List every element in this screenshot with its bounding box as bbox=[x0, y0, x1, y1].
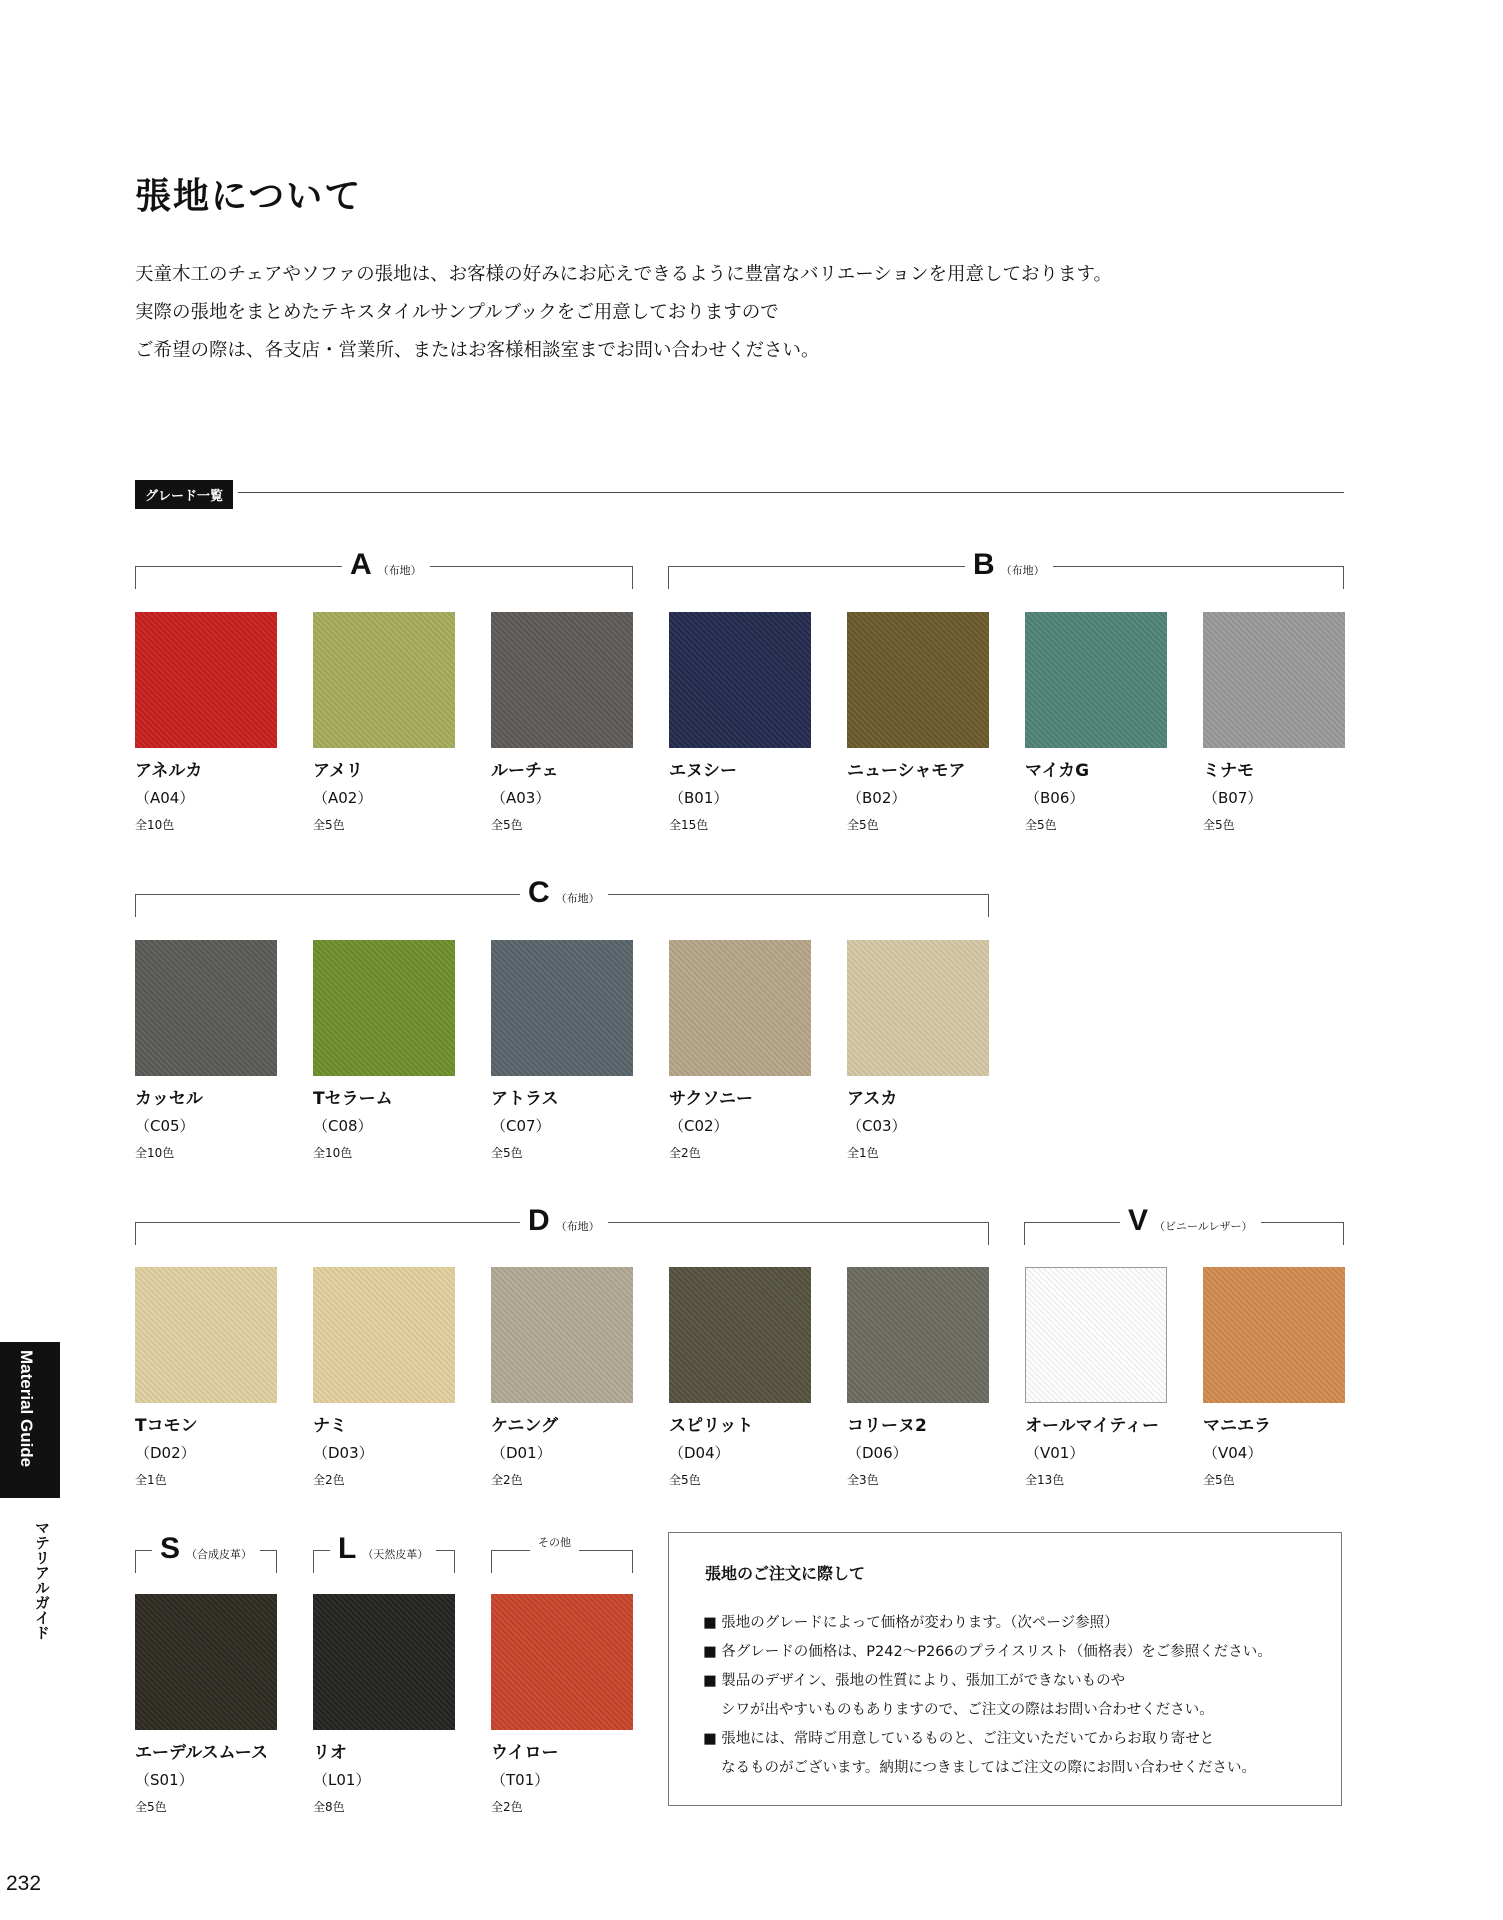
fabric-color-count: 全10色 bbox=[135, 1146, 175, 1160]
fabric-color-count: 全15色 bbox=[669, 818, 709, 832]
fabric-code: （C05） bbox=[135, 1117, 195, 1135]
fabric-name: アトラス bbox=[491, 1089, 559, 1109]
fabric-name: アスカ bbox=[847, 1089, 898, 1109]
fabric-name: マイカG bbox=[1025, 761, 1090, 781]
fabric-color-count: 全5色 bbox=[1203, 818, 1235, 832]
fabric-card bbox=[669, 612, 811, 833]
fabric-code: （D02） bbox=[135, 1444, 196, 1462]
fabric-name: アメリ bbox=[313, 761, 363, 781]
group-label-other bbox=[530, 1536, 579, 1556]
fabric-swatch bbox=[1025, 612, 1167, 748]
fabric-name: アネルカ bbox=[135, 761, 203, 781]
fabric-name: スピリット bbox=[669, 1416, 754, 1436]
fabric-color-count: 全2色 bbox=[669, 1146, 701, 1160]
fabric-name: エーデルスムース bbox=[135, 1743, 268, 1763]
fabric-swatch bbox=[669, 940, 811, 1076]
group-letter: C bbox=[528, 876, 550, 909]
fabric-color-count: 全5色 bbox=[313, 818, 345, 832]
fabric-color-count: 全5色 bbox=[669, 1473, 701, 1487]
fabric-color-count: 全5色 bbox=[1203, 1473, 1235, 1487]
notes-item: ■ 各グレードの価格は、P242〜P266のプライスリスト（価格表）をご参照ください。 bbox=[703, 1644, 1272, 1660]
fabric-code: （S01） bbox=[135, 1771, 194, 1789]
fabric-code: （D06） bbox=[847, 1444, 908, 1462]
notes-item: ■ 製品のデザイン、張地の性質により、張加工ができないものや bbox=[703, 1673, 1126, 1689]
fabric-swatch bbox=[135, 940, 277, 1076]
fabric-card bbox=[1025, 1267, 1167, 1488]
section-tab bbox=[0, 1342, 60, 1498]
section-tab-label: Material Guide bbox=[17, 1350, 36, 1468]
fabric-card bbox=[135, 1594, 277, 1815]
fabric-swatch bbox=[491, 612, 633, 748]
fabric-color-count: 全5色 bbox=[491, 1146, 523, 1160]
fabric-code: （B02） bbox=[847, 789, 907, 807]
fabric-name: ナミ bbox=[313, 1416, 347, 1436]
fabric-swatch bbox=[135, 1594, 277, 1730]
group-label-b bbox=[965, 548, 1053, 582]
group-letter: D bbox=[528, 1204, 550, 1237]
notes-list bbox=[703, 1609, 1272, 1783]
section-label-jp: マテリアルガイド bbox=[33, 1520, 51, 1640]
fabric-card bbox=[313, 940, 455, 1161]
fabric-name: コリーヌ2 bbox=[847, 1416, 927, 1436]
fabric-color-count: 全5色 bbox=[1025, 818, 1057, 832]
group-label-d bbox=[520, 1204, 608, 1238]
fabric-name: マニエラ bbox=[1203, 1416, 1271, 1436]
group-sub: （布地） bbox=[1000, 564, 1045, 577]
grade-list-label: グレード一覧 bbox=[135, 480, 233, 509]
fabric-card bbox=[669, 940, 811, 1161]
page-title: 張地について bbox=[135, 176, 363, 217]
group-sub: （ビニールレザー） bbox=[1154, 1220, 1253, 1233]
group-sub: （布地） bbox=[555, 892, 600, 905]
fabric-card bbox=[135, 940, 277, 1161]
notes-item: シワが出やすいものもありますので、ご注文の際はお問い合わせください。 bbox=[721, 1702, 1214, 1718]
fabric-color-count: 全5色 bbox=[491, 818, 523, 832]
fabric-name: ニューシャモア bbox=[847, 761, 966, 781]
intro-line: 天童木工のチェアやソファの張地は、お客様の好みにお応えできるように豊富なバリエーションを用意しております。 bbox=[135, 264, 1112, 285]
fabric-code: （D04） bbox=[669, 1444, 730, 1462]
notes-item: なるものがございます。納期につきましてはご注文の際にお問い合わせください。 bbox=[721, 1760, 1257, 1776]
fabric-card bbox=[135, 612, 277, 833]
fabric-name: ルーチェ bbox=[491, 761, 559, 781]
fabric-swatch bbox=[1203, 612, 1345, 748]
fabric-code: （B07） bbox=[1203, 789, 1263, 807]
fabric-card bbox=[847, 612, 989, 833]
fabric-card bbox=[491, 1267, 633, 1488]
fabric-name: リオ bbox=[313, 1743, 347, 1763]
intro-line: 実際の張地をまとめたテキスタイルサンプルブックをご用意しておりますので bbox=[135, 302, 779, 323]
fabric-card bbox=[1203, 612, 1345, 833]
group-label-a bbox=[342, 548, 430, 582]
fabric-swatch bbox=[1025, 1267, 1167, 1403]
fabric-code: （C03） bbox=[847, 1117, 907, 1135]
group-letter: V bbox=[1128, 1204, 1149, 1237]
fabric-card bbox=[491, 1594, 633, 1815]
group-sub: （布地） bbox=[377, 564, 422, 577]
fabric-name: エヌシー bbox=[669, 761, 737, 781]
fabric-swatch bbox=[313, 940, 455, 1076]
fabric-card bbox=[669, 1267, 811, 1488]
fabric-name: ケニング bbox=[491, 1416, 558, 1436]
fabric-color-count: 全3色 bbox=[847, 1473, 879, 1487]
fabric-color-count: 全5色 bbox=[847, 818, 879, 832]
fabric-swatch bbox=[313, 612, 455, 748]
fabric-swatch bbox=[669, 612, 811, 748]
divider bbox=[238, 492, 1344, 493]
fabric-code: （B06） bbox=[1025, 789, 1085, 807]
group-letter: S bbox=[160, 1532, 181, 1565]
fabric-swatch bbox=[1203, 1267, 1345, 1403]
page-number: 232 bbox=[6, 1872, 42, 1895]
fabric-code: （A03） bbox=[491, 789, 551, 807]
fabric-code: （L01） bbox=[313, 1771, 371, 1789]
fabric-card bbox=[847, 940, 989, 1161]
fabric-name: カッセル bbox=[135, 1089, 203, 1109]
fabric-color-count: 全10色 bbox=[135, 818, 175, 832]
fabric-code: （V04） bbox=[1203, 1444, 1263, 1462]
group-sub: その他 bbox=[538, 1536, 571, 1549]
fabric-code: （V01） bbox=[1025, 1444, 1085, 1462]
group-label-c bbox=[520, 876, 608, 910]
fabric-code: （T01） bbox=[491, 1771, 550, 1789]
fabric-card bbox=[1203, 1267, 1345, 1488]
fabric-swatch bbox=[669, 1267, 811, 1403]
order-notes-box bbox=[668, 1532, 1342, 1806]
fabric-card bbox=[1025, 612, 1167, 833]
fabric-color-count: 全13色 bbox=[1025, 1473, 1065, 1487]
fabric-color-count: 全8色 bbox=[313, 1800, 345, 1814]
fabric-color-count: 全2色 bbox=[313, 1473, 345, 1487]
fabric-code: （D03） bbox=[313, 1444, 374, 1462]
fabric-name: サクソニー bbox=[669, 1089, 753, 1109]
fabric-name: Tコモン bbox=[135, 1416, 198, 1436]
group-sub: （合成皮革） bbox=[186, 1548, 253, 1561]
fabric-color-count: 全1色 bbox=[135, 1473, 167, 1487]
notes-item: ■ 張地のグレードによって価格が変わります。（次ページ参照） bbox=[703, 1615, 1119, 1631]
fabric-code: （C08） bbox=[313, 1117, 373, 1135]
intro-text bbox=[135, 256, 1112, 370]
fabric-swatch bbox=[847, 940, 989, 1076]
fabric-color-count: 全1色 bbox=[847, 1146, 879, 1160]
fabric-swatch bbox=[491, 1267, 633, 1403]
fabric-card bbox=[847, 1267, 989, 1488]
fabric-code: （A02） bbox=[313, 789, 373, 807]
fabric-swatch bbox=[491, 1594, 633, 1730]
fabric-card bbox=[313, 612, 455, 833]
fabric-swatch bbox=[847, 612, 989, 748]
notes-item: ■ 張地には、常時ご用意しているものと、ご注文いただいてからお取り寄せと bbox=[703, 1731, 1215, 1747]
fabric-swatch bbox=[135, 1267, 277, 1403]
fabric-swatch bbox=[313, 1594, 455, 1730]
group-label-v bbox=[1120, 1204, 1261, 1238]
group-label-l bbox=[330, 1532, 436, 1566]
fabric-card bbox=[491, 612, 633, 833]
fabric-name: ウイロー bbox=[491, 1743, 559, 1763]
fabric-swatch bbox=[135, 612, 277, 748]
notes-heading: 張地のご注文に際して bbox=[705, 1564, 866, 1583]
intro-line: ご希望の際は、各支店・営業所、またはお客様相談室までお問い合わせください。 bbox=[135, 340, 820, 361]
fabric-card bbox=[313, 1594, 455, 1815]
fabric-color-count: 全5色 bbox=[135, 1800, 167, 1814]
fabric-card bbox=[313, 1267, 455, 1488]
fabric-color-count: 全2色 bbox=[491, 1473, 523, 1487]
group-letter: A bbox=[350, 548, 372, 581]
fabric-swatch bbox=[491, 940, 633, 1076]
fabric-name: オールマイティー bbox=[1025, 1416, 1159, 1436]
group-sub: （布地） bbox=[555, 1220, 600, 1233]
fabric-swatch bbox=[847, 1267, 989, 1403]
group-letter: B bbox=[973, 548, 995, 581]
fabric-code: （D01） bbox=[491, 1444, 552, 1462]
group-label-s bbox=[152, 1532, 260, 1566]
fabric-code: （C02） bbox=[669, 1117, 729, 1135]
fabric-code: （C07） bbox=[491, 1117, 551, 1135]
fabric-color-count: 全2色 bbox=[491, 1800, 523, 1814]
fabric-code: （B01） bbox=[669, 789, 729, 807]
fabric-card bbox=[491, 940, 633, 1161]
fabric-name: ミナモ bbox=[1203, 761, 1254, 781]
fabric-code: （A04） bbox=[135, 789, 195, 807]
fabric-color-count: 全10色 bbox=[313, 1146, 353, 1160]
fabric-swatch bbox=[313, 1267, 455, 1403]
fabric-card bbox=[135, 1267, 277, 1488]
fabric-name: Tセラーム bbox=[313, 1089, 393, 1109]
group-letter: L bbox=[338, 1532, 357, 1565]
group-sub: （天然皮革） bbox=[362, 1548, 429, 1561]
